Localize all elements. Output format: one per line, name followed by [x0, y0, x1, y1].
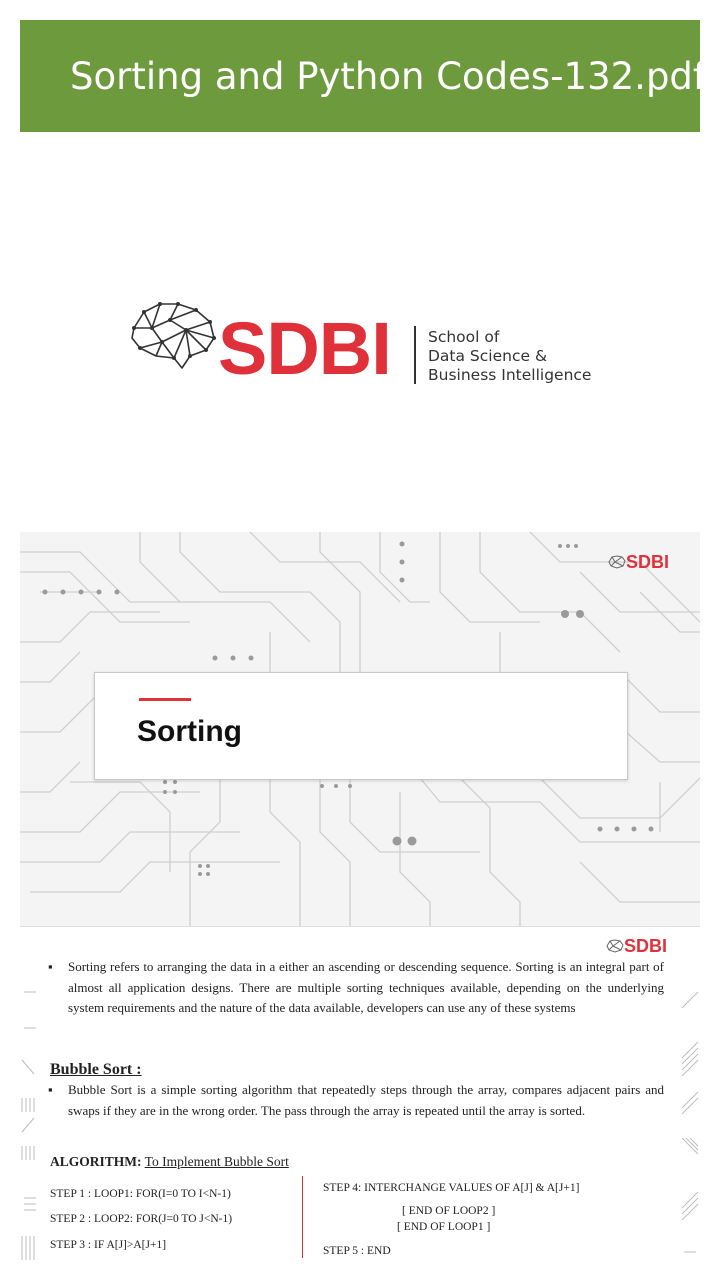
title-accent-line	[139, 698, 191, 701]
bullet-glyph: ▪	[48, 959, 53, 974]
intro-text: Sorting refers to arranging the data in a either an ascending or descending sequence. Sorting is an integral part of almost all application designs. There are multiple sorting techniques available, depending on the underlying system requirements and the nature of the data available, developers can use any of these systems	[68, 959, 664, 1015]
logo-subtitle	[428, 328, 591, 385]
title-card	[94, 672, 628, 780]
step-2: STEP 2 : LOOP2: FOR(J=0 TO J<N-1)	[50, 1213, 233, 1225]
step-1: STEP 1 : LOOP1: FOR(I=0 TO I<N-1)	[50, 1188, 231, 1200]
right-decoration	[680, 978, 700, 1278]
left-decoration	[20, 978, 44, 1278]
slide-corner-logo-text: SDBI	[626, 552, 670, 572]
slide-corner-logo	[606, 936, 667, 957]
algorithm-title: To Implement Bubble Sort	[144, 1154, 289, 1169]
step-5: STEP 5 : END	[323, 1245, 391, 1257]
brain-network-icon	[606, 939, 624, 953]
sdbi-wordmark: SDBI	[218, 307, 391, 390]
logo-subtitle-line: Data Science &	[428, 347, 548, 365]
bullet-glyph: ▪	[48, 1082, 53, 1097]
sdbi-logo	[126, 298, 606, 398]
slide-corner-logo	[608, 552, 669, 573]
slide-sorting-title	[20, 532, 700, 927]
brain-network-icon	[126, 298, 218, 370]
step-4: STEP 4: INTERCHANGE VALUES OF A[J] & A[J+1]	[323, 1182, 580, 1194]
end-loop2: [ END OF LOOP2 ]	[402, 1205, 496, 1217]
slide-corner-logo-text: SDBI	[624, 936, 668, 956]
logo-subtitle-line: School of	[428, 328, 500, 346]
bubble-sort-heading: Bubble Sort :	[50, 1061, 142, 1078]
algorithm-label: ALGORITHM:	[50, 1154, 142, 1169]
brain-network-icon	[608, 555, 626, 569]
bubble-sort-bullet	[50, 1080, 664, 1121]
logo-subtitle-line: Business Intelligence	[428, 366, 592, 384]
slide-bubble-sort	[20, 928, 700, 1278]
slide-title: Sorting	[137, 715, 242, 748]
algorithm-heading	[50, 1154, 289, 1170]
step-3: STEP 3 : IF A[J]>A[J+1]	[50, 1239, 167, 1251]
logo-divider	[414, 326, 416, 384]
document-title-bar	[20, 20, 706, 132]
end-loop1: [ END OF LOOP1 ]	[397, 1221, 491, 1233]
column-divider	[302, 1176, 303, 1258]
bubble-sort-text: Bubble Sort is a simple sorting algorithm that repeatedly steps through the array, compares adjacent pairs and swaps if they are in the wrong order. The pass through the array is repeated until the array is sorted.	[68, 1082, 664, 1118]
document-filename: Sorting and Python Codes-132.pdf	[70, 55, 706, 98]
intro-bullet	[50, 957, 664, 1019]
